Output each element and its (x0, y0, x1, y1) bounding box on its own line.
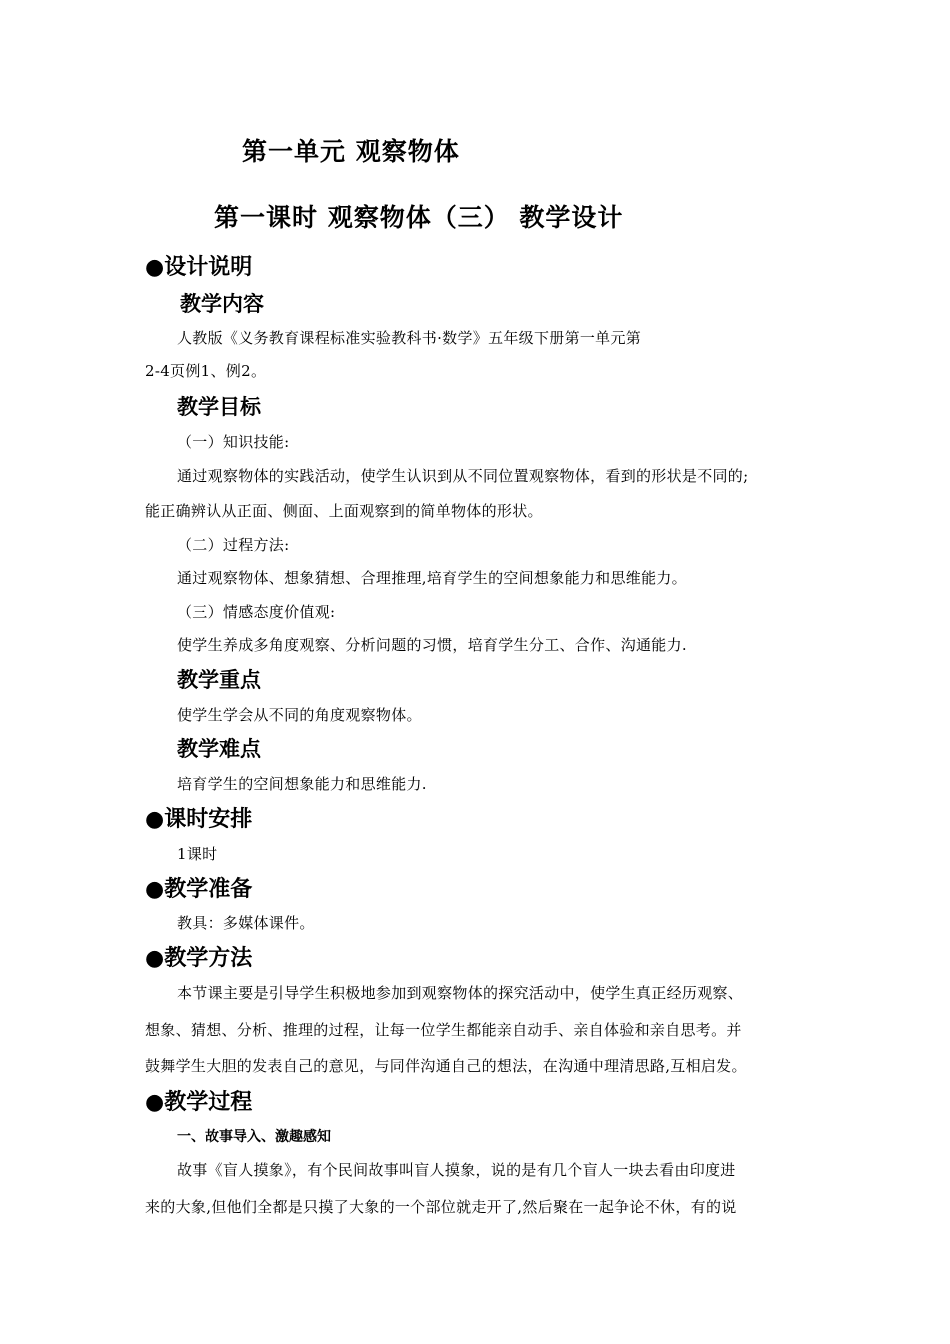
key-text: 使学生学会从不同的角度观察物体。 (177, 706, 422, 724)
goal3-text: 使学生养成多角度观察、分析问题的习惯，培育学生分工、合作、沟通能力. (177, 636, 687, 654)
goal2-label: （二）过程方法: (177, 536, 290, 554)
section-design-heading: ●设计说明 (145, 254, 253, 280)
lesson-title: 第一课时 观察物体（三） 教学设计 (214, 203, 624, 232)
goal2-text: 通过观察物体、想象猜想、合理推理,培育学生的空间想象能力和思维能力。 (177, 569, 687, 587)
method-text-line2: 想象、猜想、分析、推理的过程，让每一位学生都能亲自动手、亲自体验和亲自思考。并 (145, 1021, 742, 1039)
goals-heading: 教学目标 (177, 394, 261, 419)
unit-title: 第一单元 观察物体 (242, 137, 460, 166)
prep-text: 教具：多媒体课件。 (177, 914, 315, 932)
difficulty-heading: 教学难点 (177, 736, 261, 761)
section-process-heading: ●教学过程 (145, 1089, 253, 1115)
content-text-line2: 2-4页例1、例2。 (145, 362, 267, 380)
section-prep-heading: ●教学准备 (145, 876, 253, 902)
goal1-text-line1: 通过观察物体的实践活动，使学生认识到从不同位置观察物体，看到的形状是不同的; (177, 467, 749, 485)
section-method-heading: ●教学方法 (145, 945, 253, 971)
schedule-text: 1课时 (177, 845, 218, 863)
goal1-label: （一）知识技能: (177, 433, 290, 451)
difficulty-text: 培育学生的空间想象能力和思维能力. (177, 775, 427, 793)
process-text-line1: 故事《盲人摸象》，有个民间故事叫盲人摸象，说的是有几个盲人一块去看由印度进 (177, 1161, 736, 1179)
process-step1-heading: 一、故事导入、激趣感知 (177, 1129, 331, 1145)
content-text-line1: 人教版《义务教育课程标准实验教科书·数学》五年级下册第一单元第 (177, 329, 642, 347)
section-schedule-heading: ●课时安排 (145, 806, 253, 832)
goal3-label: （三）情感态度价值观: (177, 603, 336, 621)
key-heading: 教学重点 (177, 667, 261, 692)
method-text-line3: 鼓舞学生大胆的发表自己的意见，与同伴沟通自己的想法，在沟通中理清思路,互相启发。 (145, 1057, 747, 1075)
content-heading: 教学内容 (180, 291, 264, 316)
process-text-line2: 来的大象,但他们全都是只摸了大象的一个部位就走开了,然后聚在一起争论不休，有的说 (145, 1198, 737, 1216)
method-text-line1: 本节课主要是引导学生积极地参加到观察物体的探究活动中，使学生真正经历观察、 (177, 984, 744, 1002)
goal1-text-line2: 能正确辨认从正面、侧面、上面观察到的简单物体的形状。 (145, 502, 543, 520)
